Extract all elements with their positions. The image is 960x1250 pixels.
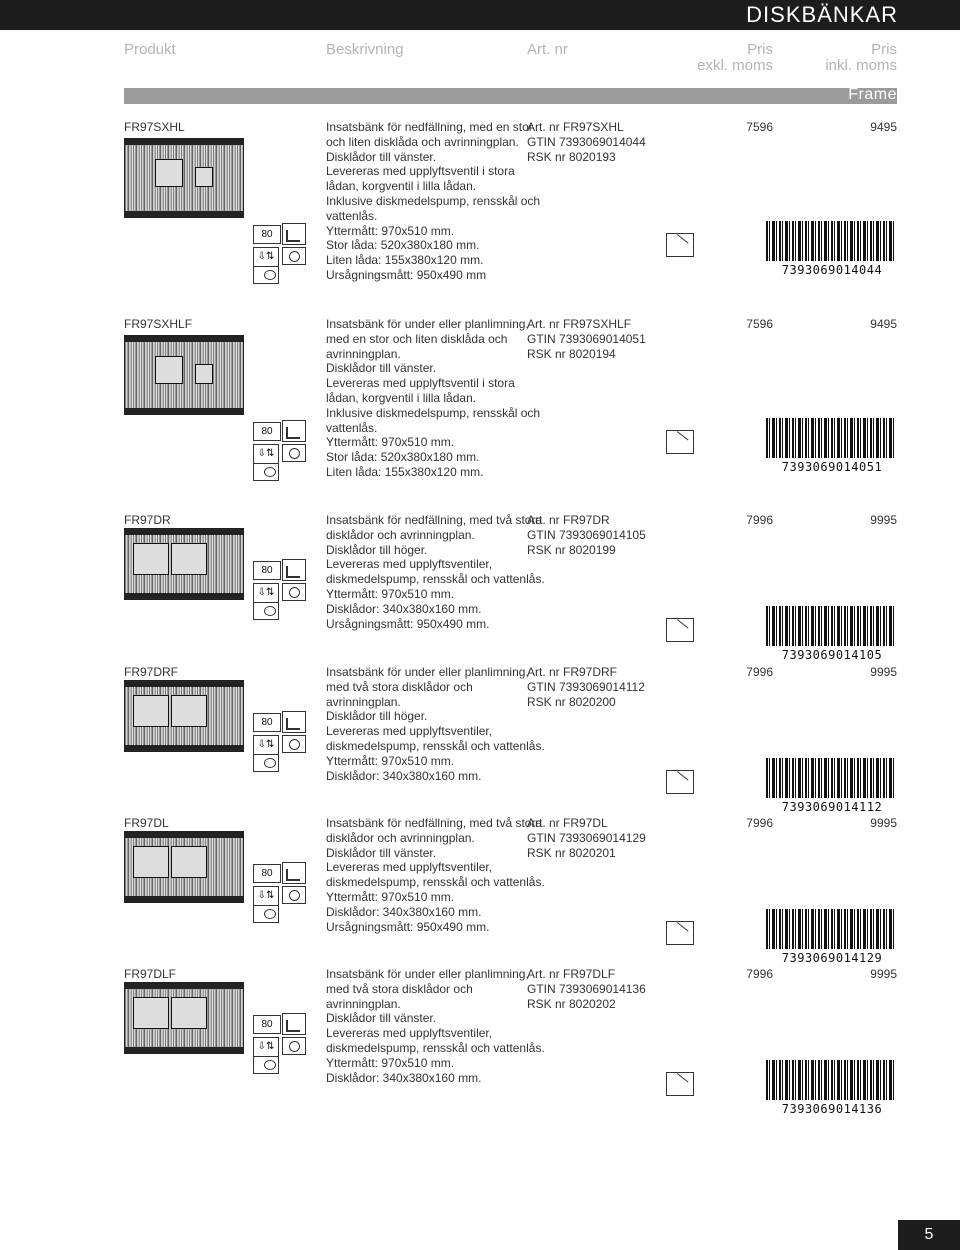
description-line: Yttermått: 970x510 mm. — [326, 435, 455, 450]
description-line: Yttermått: 970x510 mm. — [326, 586, 455, 601]
article-info — [527, 513, 646, 558]
page-title: DISKBÄNKAR — [746, 2, 898, 27]
price-inc-vat: 9995 — [870, 513, 897, 527]
description-line: avrinningplan. — [326, 694, 401, 709]
description-line: Disklådor till vänster. — [326, 361, 437, 376]
description-line: med två stora disklådor och — [326, 981, 473, 996]
description-line: Insatsbänk för nedfällning, med två stora — [326, 513, 543, 527]
strainer-icon — [253, 463, 279, 481]
install-cutout-icon — [282, 1037, 306, 1055]
sink-profile-icon — [282, 420, 306, 442]
description-line: Disklådor till höger. — [326, 542, 428, 557]
description-line: vattenlås. — [326, 420, 378, 435]
description-line: Disklådor: 340x380x160 mm. — [326, 904, 482, 919]
price-inc-vat: 9495 — [870, 317, 897, 331]
description-line: diskmedelspump, rensskål och vattenlås. — [326, 875, 545, 890]
product-name: FR97DRF — [124, 665, 179, 679]
basin-shape — [133, 543, 169, 575]
strainer-icon — [253, 602, 279, 620]
description-line: lådan, korgventil i lilla lådan. — [326, 179, 477, 194]
basin-shape — [171, 543, 207, 575]
description-line: och liten disklåda och avrinningplan. — [326, 134, 519, 149]
article-info — [527, 967, 646, 1012]
sink-profile-icon — [282, 1013, 306, 1035]
description-line: disklådor och avrinningplan. — [326, 830, 475, 845]
image-edge — [125, 529, 243, 535]
barcode — [766, 1060, 896, 1100]
article-number: Art. nr FR97DRF — [527, 665, 618, 679]
basin-shape — [133, 695, 169, 727]
strainer-icon — [253, 266, 279, 284]
description-line: diskmedelspump, rensskål och vattenlås. — [326, 572, 545, 587]
description-line: disklådor och avrinningplan. — [326, 527, 475, 542]
image-edge — [125, 896, 243, 902]
gtin: GTIN 7393069014136 — [527, 982, 646, 996]
sink-profile-icon — [282, 559, 306, 581]
description-line: avrinningplan. — [326, 346, 401, 361]
col-header-artnr: Art. nr — [527, 41, 568, 58]
product-description — [326, 317, 540, 480]
barcode — [766, 606, 896, 646]
product-description — [326, 665, 545, 783]
mounting-icon — [666, 921, 694, 945]
description-line: vattenlås. — [326, 208, 378, 223]
description-line: Levereras med upplyftsventiler, — [326, 724, 493, 739]
image-edge — [125, 211, 243, 217]
gtin: GTIN 7393069014112 — [527, 680, 645, 694]
description-line: Yttermått: 970x510 mm. — [326, 223, 455, 238]
description-line: diskmedelspump, rensskål och vattenlås. — [326, 738, 545, 753]
description-line: Ursågningsmått: 950x490 mm. — [326, 919, 490, 934]
product-name: FR97DR — [124, 513, 171, 527]
col-header-price-in-line1: Pris — [871, 41, 897, 58]
article-number: Art. nr FR97DR — [527, 513, 610, 527]
sink-profile-icon — [282, 862, 306, 884]
barcode-number: 7393069014112 — [781, 800, 883, 814]
col-header-price-in-line2: inkl. moms — [825, 57, 897, 74]
description-line: Insatsbänk för under eller planlimning, — [326, 317, 529, 331]
barcode-number: 7393069014129 — [781, 951, 883, 965]
strainer-icon — [253, 754, 279, 772]
description-line: Insatsbänk för under eller planlimning, — [326, 967, 529, 981]
barcode — [766, 418, 896, 458]
product-row — [0, 317, 960, 507]
price-inc-vat: 9495 — [870, 120, 897, 134]
section-title: Frame — [848, 86, 897, 103]
basin-shape — [195, 364, 213, 384]
article-info — [527, 816, 646, 861]
cabinet-width-icon: 80 — [253, 422, 281, 441]
page-number: 5 — [898, 1220, 960, 1250]
col-header-product: Produkt — [124, 41, 176, 58]
product-description — [326, 120, 540, 283]
description-line: Disklådor till vänster. — [326, 845, 437, 860]
basin-shape — [133, 846, 169, 878]
title-bar — [0, 0, 960, 30]
article-number: Art. nr FR97SXHLF — [527, 317, 632, 331]
section-bar — [124, 88, 897, 104]
sink-profile-icon — [282, 223, 306, 245]
cabinet-width-icon: 80 — [253, 864, 281, 883]
product-name: FR97SXHLF — [124, 317, 193, 331]
sink-profile-icon — [282, 711, 306, 733]
product-name: FR97DL — [124, 816, 169, 830]
barcode — [766, 909, 896, 949]
price-ex-vat: 7996 — [746, 513, 773, 527]
description-line: diskmedelspump, rensskål och vattenlås. — [326, 1040, 545, 1055]
gtin: GTIN 7393069014051 — [527, 332, 646, 346]
basin-shape — [195, 167, 213, 187]
description-line: Disklådor: 340x380x160 mm. — [326, 601, 482, 616]
article-info — [527, 120, 646, 165]
strainer-icon — [253, 1056, 279, 1074]
product-image — [124, 831, 244, 903]
cabinet-width-icon: 80 — [253, 225, 281, 244]
description-line: Disklådor: 340x380x160 mm. — [326, 1070, 482, 1085]
price-ex-vat: 7996 — [746, 967, 773, 981]
article-number: Art. nr FR97SXHL — [527, 120, 624, 134]
price-ex-vat: 7996 — [746, 665, 773, 679]
product-row — [0, 120, 960, 310]
description-line: Levereras med upplyftsventil i stora — [326, 164, 515, 179]
drain-valve-icon: ⇩⇅ — [253, 583, 279, 603]
description-line: Disklådor till höger. — [326, 709, 428, 724]
col-header-price-ex — [697, 42, 773, 74]
description-line: Yttermått: 970x510 mm. — [326, 889, 455, 904]
article-number: Art. nr FR97DLF — [527, 967, 616, 981]
barcode-bars — [766, 909, 896, 949]
description-line: avrinningplan. — [326, 996, 401, 1011]
rsk-number: RSK nr 8020199 — [527, 543, 616, 557]
price-inc-vat: 9995 — [870, 665, 897, 679]
gtin: GTIN 7393069014129 — [527, 831, 646, 845]
barcode-bars — [766, 221, 896, 261]
mounting-icon — [666, 233, 694, 257]
description-line: Ursågningsmått: 950x490 mm — [326, 267, 487, 282]
rsk-number: RSK nr 8020201 — [527, 846, 616, 860]
rsk-number: RSK nr 8020193 — [527, 150, 616, 164]
price-ex-vat: 7596 — [746, 317, 773, 331]
image-edge — [125, 681, 243, 687]
description-line: med en stor och liten disklåda och — [326, 331, 508, 346]
barcode — [766, 221, 896, 261]
rsk-number: RSK nr 8020194 — [527, 347, 616, 361]
drain-valve-icon: ⇩⇅ — [253, 444, 279, 464]
barcode — [766, 758, 896, 798]
drain-valve-icon: ⇩⇅ — [253, 247, 279, 267]
product-image — [124, 680, 244, 752]
description-line: Liten låda: 155x380x120 mm. — [326, 464, 484, 479]
description-line: Disklådor: 340x380x160 mm. — [326, 768, 482, 783]
col-header-price-in — [825, 42, 897, 74]
barcode-bars — [766, 418, 896, 458]
barcode-number: 7393069014051 — [781, 459, 883, 474]
description-line: Levereras med upplyftsventiler, — [326, 860, 493, 875]
description-line: Levereras med upplyftsventil i stora — [326, 376, 515, 391]
basin-shape — [155, 356, 183, 384]
article-number: Art. nr FR97DL — [527, 816, 608, 830]
basin-shape — [155, 159, 183, 187]
gtin: GTIN 7393069014105 — [527, 528, 646, 542]
price-ex-vat: 7996 — [746, 816, 773, 830]
gtin: GTIN 7393069014044 — [527, 135, 646, 149]
mounting-icon — [666, 618, 694, 642]
product-name: FR97DLF — [124, 967, 177, 981]
description-line: Inklusive diskmedelspump, rensskål och — [326, 405, 541, 420]
description-line: Insatsbänk för under eller planlimning, — [326, 665, 529, 679]
cabinet-width-icon: 80 — [253, 713, 281, 732]
rsk-number: RSK nr 8020200 — [527, 695, 616, 709]
product-image — [124, 528, 244, 600]
product-row — [0, 967, 960, 1157]
product-image — [124, 982, 244, 1054]
image-edge — [125, 745, 243, 751]
description-line: Levereras med upplyftsventiler, — [326, 1026, 493, 1041]
col-header-description: Beskrivning — [326, 41, 404, 58]
description-line: Disklådor till vänster. — [326, 1011, 437, 1026]
install-cutout-icon — [282, 583, 306, 601]
strainer-icon — [253, 905, 279, 923]
description-line: Inklusive diskmedelspump, rensskål och — [326, 193, 541, 208]
basin-shape — [171, 846, 207, 878]
install-cutout-icon — [282, 247, 306, 265]
description-line: Disklådor till vänster. — [326, 149, 437, 164]
col-header-price-ex-line2: exkl. moms — [697, 57, 773, 74]
description-line: Yttermått: 970x510 mm. — [326, 753, 455, 768]
image-edge — [125, 1047, 243, 1053]
product-description — [326, 513, 545, 631]
drain-valve-icon: ⇩⇅ — [253, 735, 279, 755]
basin-shape — [171, 695, 207, 727]
install-cutout-icon — [282, 735, 306, 753]
mounting-icon — [666, 430, 694, 454]
article-info — [527, 665, 645, 710]
barcode-number: 7393069014136 — [781, 1102, 883, 1116]
image-edge — [125, 336, 243, 342]
install-cutout-icon — [282, 444, 306, 462]
barcode-bars — [766, 606, 896, 646]
cabinet-width-icon: 80 — [253, 1015, 281, 1034]
barcode-number: 7393069014105 — [781, 648, 883, 662]
image-edge — [125, 593, 243, 599]
barcode-number: 7393069014044 — [781, 262, 883, 277]
description-line: Insatsbänk för nedfällning, med en stor — [326, 120, 533, 134]
product-image — [124, 335, 244, 415]
image-edge — [125, 139, 243, 145]
price-inc-vat: 9995 — [870, 967, 897, 981]
description-line: Levereras med upplyftsventiler, — [326, 557, 493, 572]
product-description — [326, 967, 545, 1085]
description-line: Liten låda: 155x380x120 mm. — [326, 253, 484, 268]
basin-shape — [133, 997, 169, 1029]
barcode-bars — [766, 1060, 896, 1100]
image-edge — [125, 832, 243, 838]
image-edge — [125, 983, 243, 989]
product-image — [124, 138, 244, 218]
product-name: FR97SXHL — [124, 120, 185, 134]
install-cutout-icon — [282, 886, 306, 904]
rsk-number: RSK nr 8020202 — [527, 997, 616, 1011]
article-info — [527, 317, 646, 362]
description-line: lådan, korgventil i lilla lådan. — [326, 390, 477, 405]
price-ex-vat: 7596 — [746, 120, 773, 134]
barcode-bars — [766, 758, 896, 798]
description-line: Ursågningsmått: 950x490 mm. — [326, 616, 490, 631]
description-line: Stor låda: 520x380x180 mm. — [326, 450, 480, 465]
drain-valve-icon: ⇩⇅ — [253, 886, 279, 906]
basin-shape — [171, 997, 207, 1029]
image-edge — [125, 408, 243, 414]
mounting-icon — [666, 1072, 694, 1096]
description-line: Stor låda: 520x380x180 mm. — [326, 238, 480, 253]
price-inc-vat: 9995 — [870, 816, 897, 830]
col-header-price-ex-line1: Pris — [747, 41, 773, 58]
mounting-icon — [666, 770, 694, 794]
description-line: Yttermått: 970x510 mm. — [326, 1055, 455, 1070]
drain-valve-icon: ⇩⇅ — [253, 1037, 279, 1057]
description-line: med två stora disklådor och — [326, 679, 473, 694]
product-description — [326, 816, 545, 934]
description-line: Insatsbänk för nedfällning, med två stora — [326, 816, 543, 830]
cabinet-width-icon: 80 — [253, 561, 281, 580]
